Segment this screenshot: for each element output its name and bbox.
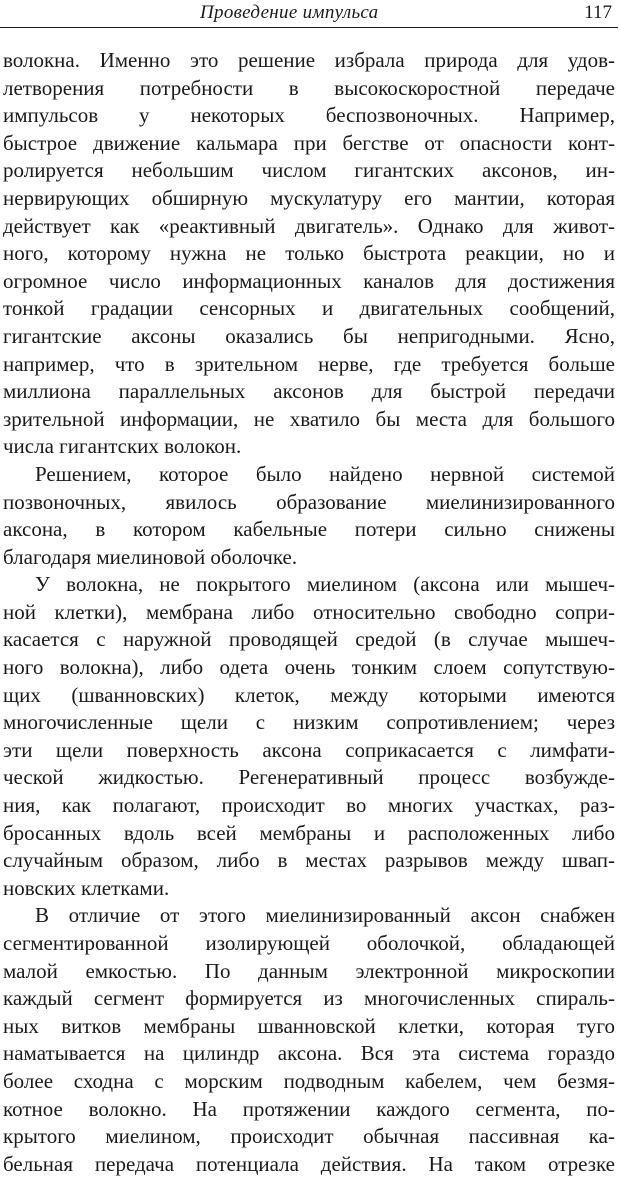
- paragraph: [3, 47, 615, 461]
- text-line: эти щели поверхность аксона соприкасается с лимфати-: [3, 737, 615, 762]
- text-line: новских клетками.: [3, 875, 170, 900]
- text-line: более сходна с морским подводным кабелем, чем безмя-: [3, 1068, 615, 1093]
- text-line: бельная передача потенциала действия. На таком отрезке: [3, 1151, 615, 1176]
- text-line: тонкой градации сенсорных и двигательных сообщений,: [3, 296, 615, 321]
- text-line: нервирующих обширную мускулатуру его мантии, которая: [3, 185, 615, 210]
- text-line: ного волокна), либо одета очень тонким слоем сопутствую-: [3, 655, 615, 680]
- text-line: летворения потребности в высокоскоростной передаче: [3, 75, 615, 100]
- text-line: наматывается на цилиндр аксона. Вся эта система гораздо: [3, 1041, 615, 1066]
- text-line: В отличие от этого миелинизированный аксон снабжен: [35, 903, 615, 928]
- text-line: благодаря миелиновой оболочке.: [3, 544, 298, 569]
- text-line: ролируется небольшим числом гигантских аксонов, ин-: [3, 158, 615, 183]
- text-line: быстрое движение кальмара при бегстве от опасности конт-: [3, 130, 615, 155]
- text-line: Решением, которое было найдено нервной системой: [35, 461, 615, 486]
- header-rule: [0, 27, 618, 28]
- paragraph: [3, 461, 615, 571]
- text-line: ной клетки), мембрана либо относительно свободно сопри-: [3, 599, 615, 624]
- text-line: ческой жидкостью. Регенеративный процесс возбужде-: [3, 765, 615, 790]
- text-line: миллиона параллельных аксонов для быстрой передачи: [3, 379, 615, 404]
- text-line: гигантские аксоны оказались бы непригодными. Ясно,: [3, 323, 615, 348]
- text-line: котное волокно. На протяжении каждого сегмента, по-: [3, 1096, 615, 1121]
- page-header: [0, 0, 620, 30]
- text-line: зрительной информации, не хватило бы места для большого: [3, 406, 615, 431]
- text-line: аксона, в котором кабельные потери сильно снижены: [3, 517, 615, 542]
- text-line: числа гигантских волокон.: [3, 434, 242, 459]
- text-line: ных витков мембраны шванновской клетки, которая туго: [3, 1013, 615, 1038]
- text-line: каждый сегмент формируется из многочисленных спираль-: [3, 986, 615, 1011]
- paragraph: [3, 902, 615, 1178]
- text-line: крытого миелином, происходит обычная пассивная ка-: [3, 1124, 615, 1149]
- text-line: ного, которому нужна не только быстрота реакции, но и: [3, 241, 615, 266]
- text-line: малой емкостью. По данным электронной микроскопии: [3, 958, 615, 983]
- text-line: ния, как полагают, происходит во многих участках, раз-: [3, 793, 615, 818]
- body-text: [3, 47, 615, 1178]
- text-line: многочисленные щели с низким сопротивлением; через: [3, 710, 615, 735]
- text-line: импульсов у некоторых беспозвоночных. Например,: [3, 103, 615, 128]
- running-title: Проведение импульса: [200, 2, 379, 23]
- text-line: огромное число информационных каналов для достижения: [3, 268, 615, 293]
- text-line: У волокна, не покрытого миелином (аксона или мышеч-: [35, 572, 615, 597]
- text-line: волокна. Именно это решение избрала природа для удов-: [3, 48, 615, 72]
- text-line: случайным образом, либо в местах разрывов между швап-: [3, 848, 615, 873]
- paragraph: [3, 571, 615, 902]
- text-line: бросанных вдоль всей мембраны и расположенных либо: [3, 820, 615, 845]
- text-line: щих (шванновских) клеток, между которыми имеются: [3, 682, 615, 707]
- text-line: позвоночных, явилось образование миелинизированного: [3, 489, 615, 514]
- text-line: касается с наружной проводящей средой (в случае мышеч-: [3, 627, 615, 652]
- page-number: 117: [584, 2, 612, 23]
- text-line: действует как «реактивный двигатель». Однако для живот-: [3, 213, 615, 238]
- text-line: например, что в зрительном нерве, где требуется больше: [3, 351, 615, 376]
- text-line: сегментированной изолирующей оболочкой, обладающей: [3, 931, 615, 955]
